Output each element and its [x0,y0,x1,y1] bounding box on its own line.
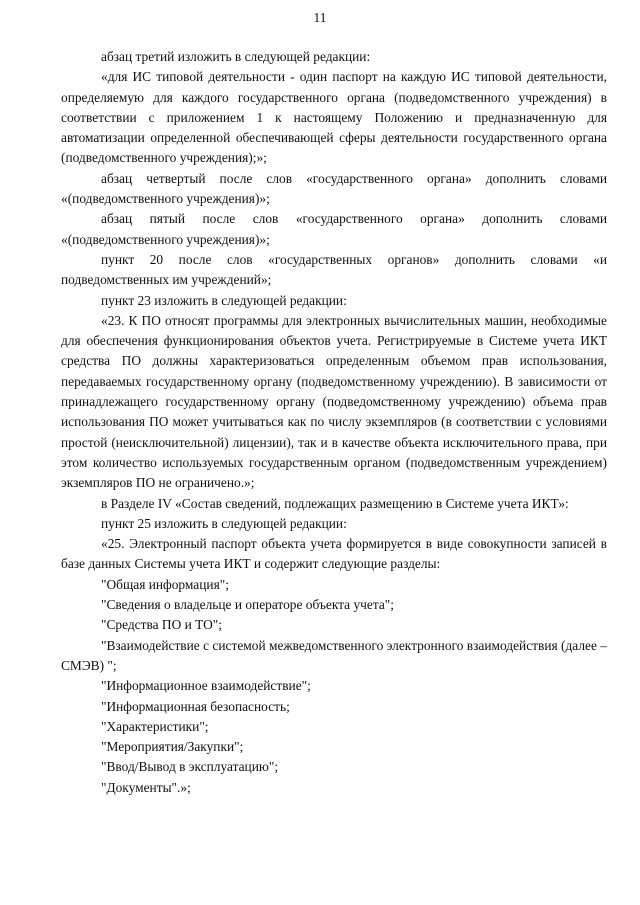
page-number: 11 [313,10,327,25]
section-list-item: "Ввод/Вывод в эксплуатацию"; [101,759,279,775]
section-list-item: "Информационное взаимодействие"; [101,678,311,694]
paragraph: пункт 25 изложить в следующей редакции: [101,515,347,531]
paragraph: абзац пятый после слов «государственного органа» дополнить словами «(подведомственного учреждения)»; [61,211,607,247]
section-list-item: "Информационная безопасность; [101,698,290,714]
section-list-item: "Мероприятия/Закупки"; [101,739,244,755]
paragraph: абзац третий изложить в следующей редакции: [101,49,371,64]
section-list-item: "Сведения о владельце и операторе объекта учета"; [101,597,394,613]
paragraph: пункт 23 изложить в следующей редакции: [101,292,347,308]
paragraph: «для ИС типовой деятельности - один паспорт на каждую ИС типовой деятельности, определяемую для каждого государственного органа (подведомственного учреждения) в соответствии с приложением 1 к настоящему Положению и предназначенную для автоматизации определенной обеспечивающей сферы деятельности государственного органа (подведомственного учреждения);»; [61,69,607,166]
section-list-item: "Взаимодействие с системой межведомственного электронного взаимодействия (далее – СМЭВ) "; [61,637,607,673]
paragraph: в Разделе IV «Состав сведений, подлежащих размещению в Системе учета ИКТ»: [101,495,569,511]
paragraph: пункт 20 после слов «государственных органов» дополнить словами «и подведомственных им учреждений»; [61,251,607,288]
paragraph: «23. К ПО относят программы для электронных вычислительных машин, необходимые для обеспечения функционирования объектов учета. Регистрируемые в Системе учета ИКТ средства ПО должны характеризоваться определенным объемом прав использования, передаваемых государственному органу (подведомственному учреждению). В зависимости от принадлежащего государственному органу (подведомственному учреждению) объема прав использования ПО может учитываться как по числу экземпляров (в соответствии с условиями простой (неисключительной) лицензии), так и в качестве объекта исключительного права, при этом количество используемых государственным органом (подведомственным учреждением) экземпляров ПО не ограничено.»; [61,312,607,491]
section-list-item: "Средства ПО и ТО"; [101,617,222,633]
section-list-item: "Документы".»; [101,779,191,795]
paragraph: «25. Электронный паспорт объекта учета формируется в виде совокупности записей в базе данных Системы учета ИКТ и содержит следующие разделы: [61,536,607,572]
document-body [61,47,607,798]
section-list-item: "Общая информация"; [101,576,229,592]
section-list-item: "Характеристики"; [101,718,209,734]
paragraph: абзац четвертый после слов «государственного органа» дополнить словами «(подведомственного учреждения)»; [61,170,607,207]
